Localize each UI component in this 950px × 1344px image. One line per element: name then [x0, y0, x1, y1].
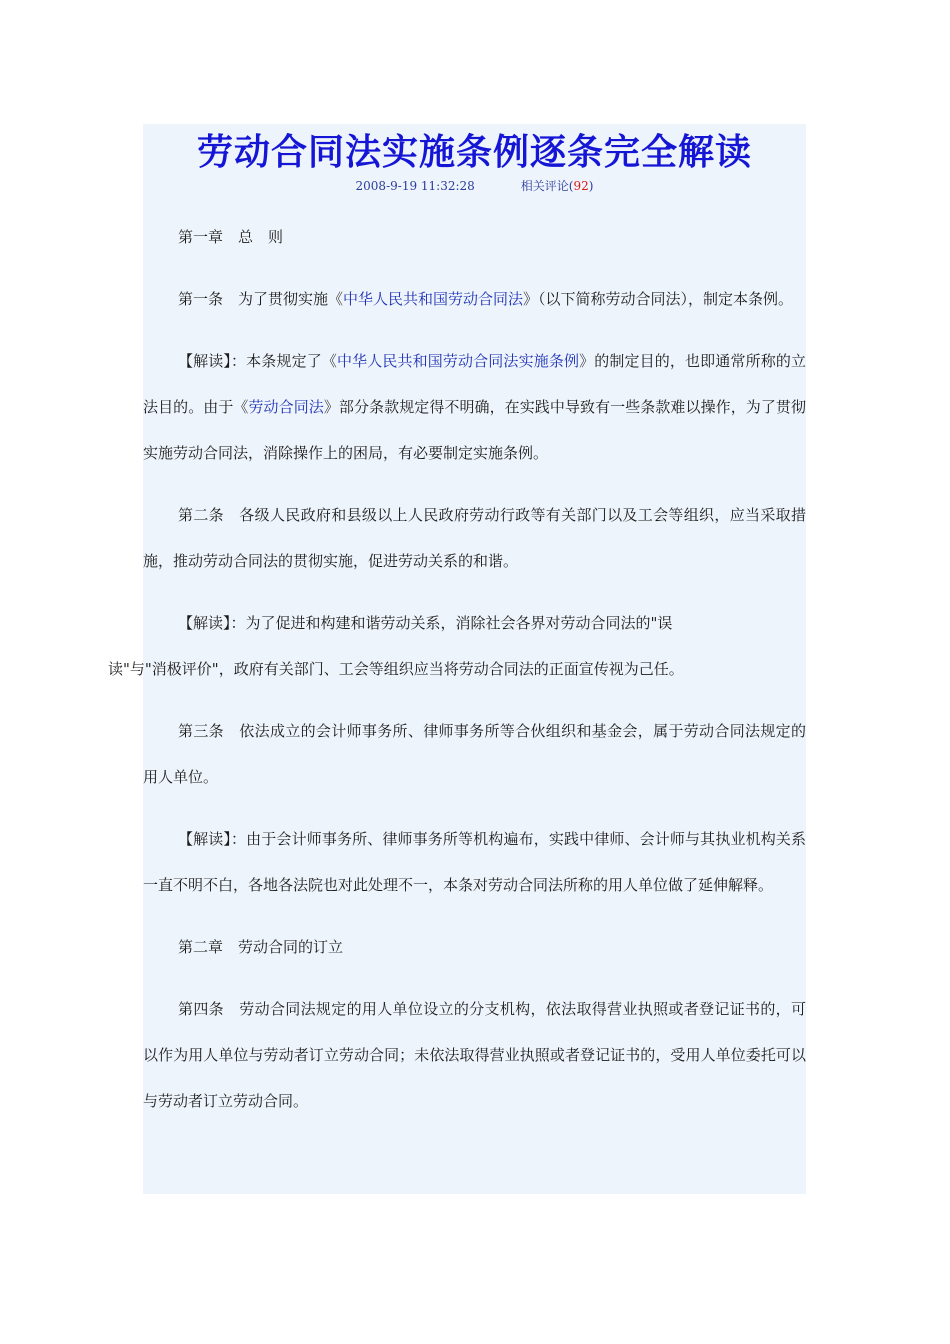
chapter-heading-2: 第二章 劳动合同的订立: [178, 938, 344, 956]
interpretation-1-suffix: 》部分条款规定得不明确，在实践中导致有一些条款难以操作，为了贯彻实施劳动合同法，消除操作上的困局，有必要制定实施条例。: [143, 398, 806, 462]
article-2: 第二条 各级人民政府和县级以上人民政府劳动行政等有关部门以及工会等组织，应当采取措施，推动劳动合同法的贯彻实施，促进劳动关系的和谐。: [143, 506, 806, 570]
article-1-suffix: 》（以下简称劳动合同法），制定本条例。: [523, 290, 794, 308]
article-meta: [143, 178, 806, 194]
interpretation-2-line-1: 【解读】：为了促进和构建和谐劳动关系，消除社会各界对劳动合同法的"误: [178, 614, 673, 632]
article-3: 第三条 依法成立的会计师事务所、律师事务所等合伙组织和基金会，属于劳动合同法规定的用人单位。: [143, 722, 806, 786]
labor-contract-law-link[interactable]: 中华人民共和国劳动合同法: [343, 290, 524, 308]
chapter-heading-1: 第一章 总 则: [178, 228, 284, 246]
implementation-regulations-link[interactable]: 中华人民共和国劳动合同法实施条例: [336, 352, 580, 370]
interpretation-1-prefix: 【解读】：本条规定了《: [178, 352, 337, 370]
interpretation-3: 【解读】：由于会计师事务所、律师事务所等机构遍布，实践中律师、会计师与其执业机构关系一直不明不白，各地各法院也对此处理不一，本条对劳动合同法所称的用人单位做了延伸解释。: [143, 830, 806, 894]
labor-contract-law-short-link[interactable]: 劳动合同法: [248, 398, 324, 416]
comments-label-suffix: ): [588, 179, 594, 193]
related-comments-link[interactable]: [521, 179, 594, 193]
article-title: 劳动合同法实施条例逐条完全解读: [196, 132, 752, 173]
comments-label-prefix: 相关评论(: [520, 179, 574, 193]
article-1-prefix: 第一条 为了贯彻实施《: [178, 290, 344, 308]
interpretation-1-middle: 》的制定目的，也即通常所称的立法目的。由于《: [143, 352, 806, 416]
article-body: [108, 214, 806, 1124]
interpretation-2-line-2: 读"与"消极评价"，政府有关部门、工会等组织应当将劳动合同法的正面宣传视为己任。: [108, 660, 684, 678]
interpretation-2: [108, 600, 806, 692]
publish-date: 2008-9-19 11:32:28: [355, 179, 475, 193]
article-1: [143, 276, 806, 322]
interpretation-1: [143, 338, 806, 476]
article-4: 第四条 劳动合同法规定的用人单位设立的分支机构，依法取得营业执照或者登记证书的，可以作为用人单位与劳动者订立劳动合同；未依法取得营业执照或者登记证书的，受用人单位委托可以与劳动者订立劳动合同。: [143, 1000, 806, 1110]
comments-count: 92: [573, 179, 589, 193]
article-container: [108, 124, 806, 1194]
